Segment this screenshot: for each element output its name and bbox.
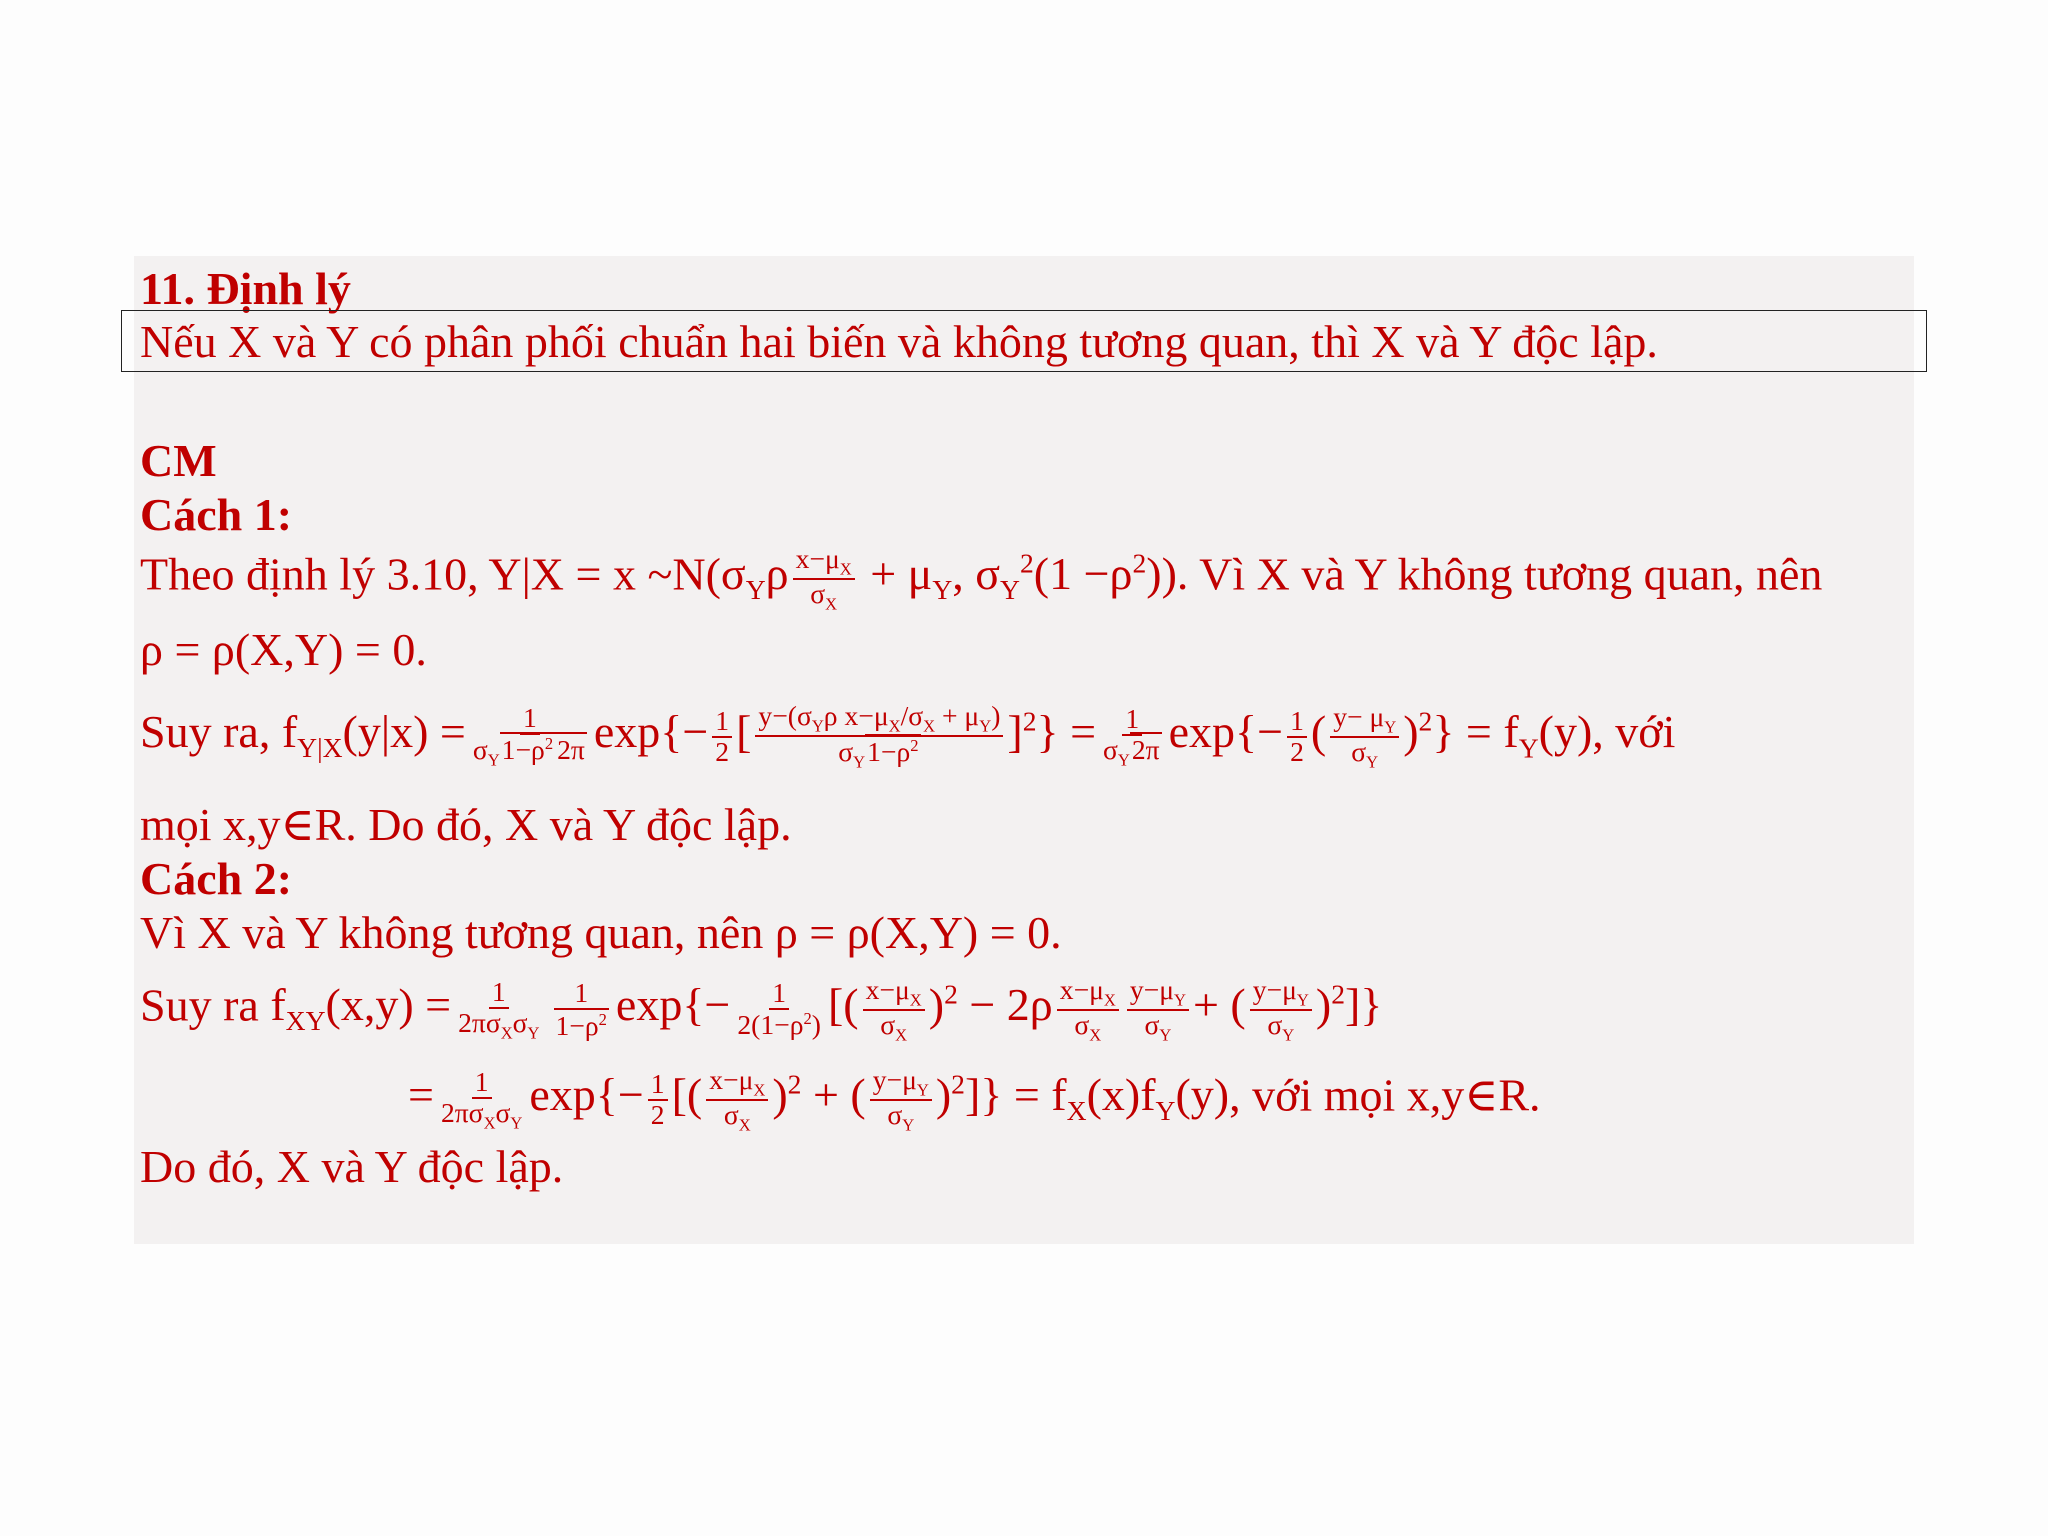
method1-line1: [140, 545, 1822, 613]
conditional-mean-formula: $\sigma_Y\rho$ $\frac{x-\mu_X}{\sigma_X}$ + $\mu_Y$, $\sigma_Y^2(1 -\rho^2)$).: [720, 543, 1189, 614]
method2-line2-prefix: Suy ra: [140, 979, 259, 1031]
theorem-heading: 11. Định lý: [140, 263, 351, 314]
joint-density-factorization: = $\frac{1}{2\pi\sigma_X\sigma_Y}$ exp{− $\frac{1}{2}$ [( $\frac{x-\mu_X}{\sigma_X}$ )$^2$ + ( $\frac{y-\mu_Y}{\sigma_Y}$ )$^2]\} = f_X(x)f_Y(y)$: [408, 1064, 1230, 1135]
proof-label: CM: [140, 435, 217, 486]
theorem-statement: Nếu X và Y có phân phối chuẩn hai biến và không tương quan, thì X và Y độc lập.: [140, 316, 1658, 367]
method2-line2: [140, 976, 1382, 1044]
method2-label: Cách 2:: [140, 853, 293, 904]
conditional-density-formula: $f_{Y|X}(y|x)$ = $\frac{1}{\sigma_Y1-\rho^2 2\pi}$ exp{− $\frac{1}{2}$ [ $\frac{y-(\sigma_Y\rho x-\mu_X/\sigma_X + \mu_Y)}{\sigma_Y1-\rho^2}$ ]$^2$} = $\frac{1}{\sigma_Y2\pi}$ exp{− $\frac{1}{2}$ ( $\frac{y- \mu_Y}{\sigma_Y}$ )$^2$}: [281, 700, 1455, 772]
method2-line3-end: , với mọi x,y∈R.: [1229, 1069, 1541, 1121]
method1-line1-suffix: Vì X và Y không tương quan, nên: [1199, 548, 1823, 600]
method2-line3: [408, 1066, 1541, 1134]
method1-label: Cách 1:: [140, 489, 293, 540]
method1-line3-end: (y), với: [1538, 706, 1676, 758]
method1-line1-prefix: Theo định lý 3.10, Y|X = x ~N(: [140, 548, 721, 600]
method2-conclusion: Do đó, X và Y độc lập.: [140, 1141, 564, 1192]
theorem-box: [121, 310, 1927, 372]
method1-line4: mọi x,y∈R. Do đó, X và Y độc lập.: [140, 799, 792, 850]
method2-line1: Vì X và Y không tương quan, nên ρ = ρ(X,Y) = 0.: [140, 907, 1062, 958]
method1-line2: ρ = ρ(X,Y) = 0.: [140, 624, 427, 675]
joint-density-formula: $f_{XY}(x,y)$ = $\frac{1}{2\pi\sigma_X\sigma_Y}$ $\frac{1}{1-\rho^2}$ exp{− $\frac{1}{2(1-\rho^2)}$ [( $\frac{x-\mu_X}{\sigma_X}$ )$^2$ − 2ρ $\frac{x-\mu_X}{\sigma_X}$ $\frac{y-\mu_Y}{\sigma_Y}$ + ( $\frac{y-\mu_Y}{\sigma_Y}$ )$^2$]}: [270, 974, 1383, 1045]
method1-line3-suffix: = f: [1465, 706, 1519, 758]
method1-line3-prefix: Suy ra,: [140, 706, 271, 758]
method1-line3: Suy ra, $f_{Y|X}(y|x)$ = $\frac{1}{\sigma_Y1-\rho^2 2\pi}$ exp{− $\frac{1}{2}$ [ $\frac{y-(\sigma_Y\rho x-\mu_X/\sigma_X + \mu_Y)}{\sigma_Y1-\rho^2}$ ]$^2$} = $\frac{1}{\sigma_Y2\pi}$ exp{− $\frac{1}{2}$ ( $\frac{y- \mu_Y}{\sigma_Y}$ )$^2\} = f_Y(y)$, với: [140, 700, 1676, 772]
